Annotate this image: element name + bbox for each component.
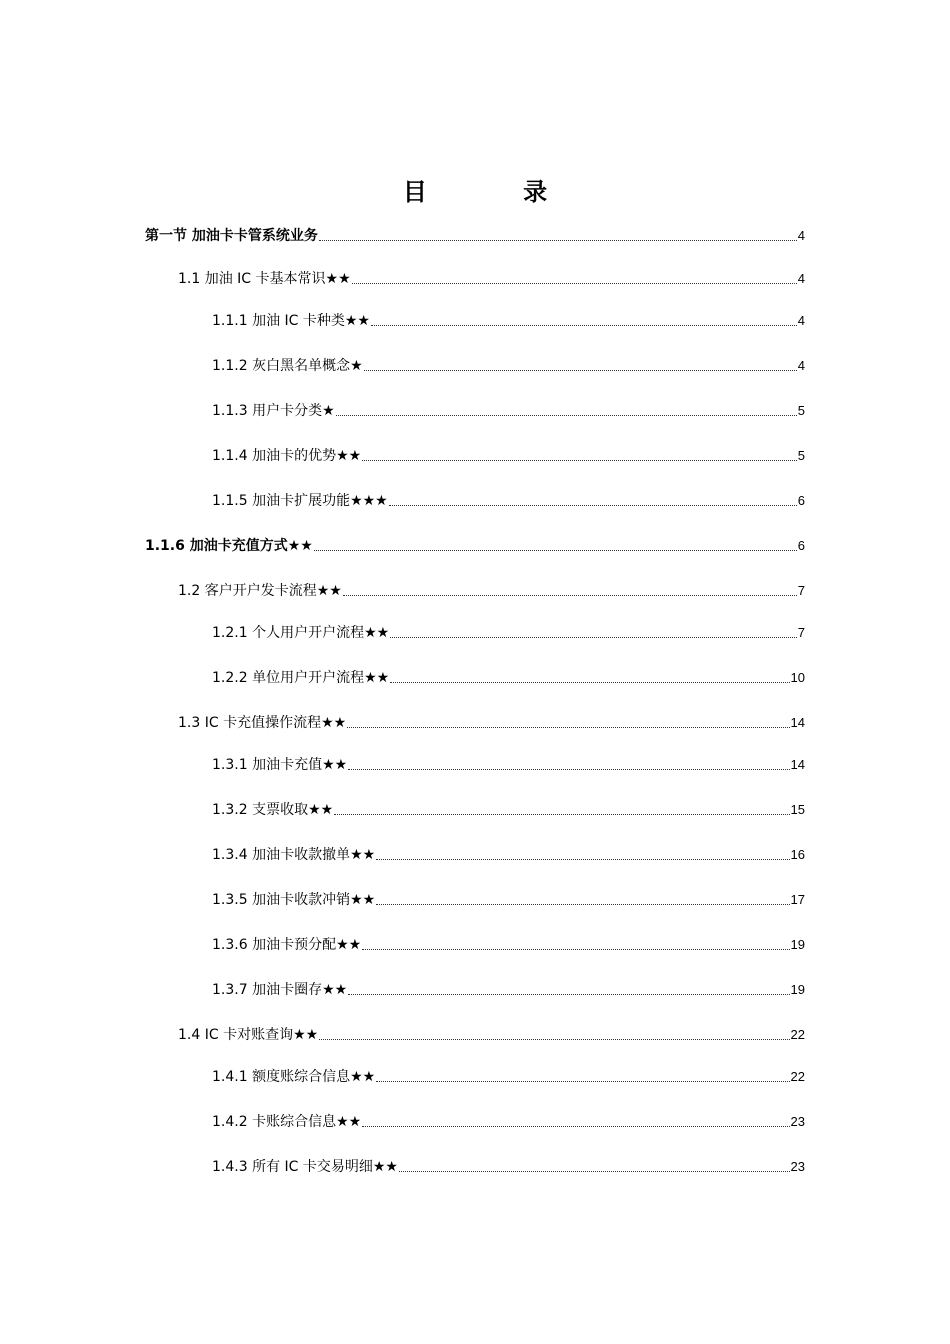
toc-entry[interactable] (212, 489, 805, 511)
dot-leader (371, 325, 797, 326)
dot-leader (390, 682, 789, 683)
toc-entry-text: 1.2 客户开户发卡流程★★ (178, 583, 342, 599)
toc-entry-text: 1.3.5 加油卡收款冲销★★ (212, 892, 376, 908)
dot-leader (364, 370, 797, 371)
toc-entry-text: 1.3.1 加油卡充值★★ (212, 757, 348, 773)
toc-page-number: 14 (790, 757, 805, 772)
toc-entry[interactable] (212, 444, 805, 466)
toc-entry[interactable] (212, 1110, 805, 1132)
toc-page-number: 19 (790, 982, 805, 997)
toc-entry[interactable] (212, 354, 805, 376)
dot-leader (348, 994, 789, 995)
dot-leader (352, 283, 797, 284)
toc-entry-text: 1.1.1 加油 IC 卡种类★★ (212, 313, 370, 329)
toc-entry-text: 1.1 加油 IC 卡基本常识★★ (178, 271, 351, 287)
toc-entry-text: 1.1.2 灰白黑名单概念★ (212, 358, 363, 374)
toc-page-number: 23 (790, 1159, 805, 1174)
toc-page-number: 19 (790, 937, 805, 952)
toc-entry-text: 1.4.3 所有 IC 卡交易明细★★ (212, 1159, 398, 1175)
dot-leader (376, 904, 789, 905)
toc-page-number: 7 (797, 625, 805, 640)
dot-leader (376, 1081, 789, 1082)
toc-entry[interactable] (212, 843, 805, 865)
toc-entry-text: 1.2.1 个人用户开户流程★★ (212, 625, 390, 641)
dot-leader (343, 595, 797, 596)
toc-entry[interactable] (212, 666, 805, 688)
toc-entry-text: 1.1.3 用户卡分类★ (212, 403, 335, 419)
toc-entry[interactable] (212, 933, 805, 955)
dot-leader (376, 859, 789, 860)
toc-entry-text: 1.1.5 加油卡扩展功能★★★ (212, 493, 388, 509)
toc-entry[interactable] (145, 534, 805, 556)
toc-page-number: 22 (790, 1027, 805, 1042)
toc-page-number: 4 (797, 271, 805, 286)
dot-leader (319, 1039, 789, 1040)
toc-entry-text: 1.3.4 加油卡收款撤单★★ (212, 847, 376, 863)
toc-entry-text: 第一节 加油卡卡管系统业务 (145, 228, 318, 244)
toc-page-number: 4 (797, 358, 805, 373)
toc-entry-text: 1.3.6 加油卡预分配★★ (212, 937, 362, 953)
toc-entry-text: 1.4.2 卡账综合信息★★ (212, 1114, 362, 1130)
toc-entry-text: 1.2.2 单位用户开户流程★★ (212, 670, 390, 686)
toc-entry[interactable] (178, 711, 805, 733)
toc-entry[interactable] (212, 753, 805, 775)
toc-entry[interactable] (212, 309, 805, 331)
toc-page-number: 15 (790, 802, 805, 817)
dot-leader (362, 1126, 789, 1127)
toc-page-number: 22 (790, 1069, 805, 1084)
dot-leader (314, 550, 797, 551)
dot-leader (334, 814, 789, 815)
toc-page-number: 7 (797, 583, 805, 598)
toc-entry[interactable] (178, 267, 805, 289)
toc-title: 目 录 (402, 178, 592, 206)
dot-leader (362, 460, 797, 461)
toc-entry-text: 1.3.2 支票收取★★ (212, 802, 334, 818)
toc-entry[interactable] (212, 399, 805, 421)
toc-page-number: 5 (797, 448, 805, 463)
toc-page-number: 23 (790, 1114, 805, 1129)
dot-leader (348, 769, 789, 770)
toc-page-number: 16 (790, 847, 805, 862)
toc-entry-text: 1.3.7 加油卡圈存★★ (212, 982, 348, 998)
toc-page-number: 6 (797, 538, 805, 553)
toc-entry-text: 1.1.6 加油卡充值方式★★ (145, 538, 313, 554)
dot-leader (390, 637, 797, 638)
dot-leader (389, 505, 797, 506)
toc-entry[interactable] (212, 621, 805, 643)
toc-page-number: 4 (797, 228, 805, 243)
toc-page-number: 4 (797, 313, 805, 328)
toc-entry[interactable] (212, 798, 805, 820)
toc-entry[interactable] (178, 1023, 805, 1045)
toc-entry[interactable] (212, 1065, 805, 1087)
toc-page-number: 6 (797, 493, 805, 508)
dot-leader (399, 1171, 790, 1172)
toc-entry[interactable] (212, 1155, 805, 1177)
toc-entry[interactable] (212, 888, 805, 910)
toc-entry[interactable] (212, 978, 805, 1000)
dot-leader (336, 415, 797, 416)
toc-entry-text: 1.1.4 加油卡的优势★★ (212, 448, 362, 464)
toc-entry-text: 1.3 IC 卡充值操作流程★★ (178, 715, 347, 731)
toc-entry-text: 1.4.1 额度账综合信息★★ (212, 1069, 376, 1085)
toc-entry[interactable] (145, 224, 805, 246)
toc-page-number: 10 (790, 670, 805, 685)
toc-page-number: 5 (797, 403, 805, 418)
toc-entry-text: 1.4 IC 卡对账查询★★ (178, 1027, 319, 1043)
toc-page-number: 17 (790, 892, 805, 907)
toc-entry[interactable] (178, 579, 805, 601)
toc-page-number: 14 (790, 715, 805, 730)
dot-leader (319, 240, 797, 241)
dot-leader (362, 949, 789, 950)
dot-leader (347, 727, 789, 728)
